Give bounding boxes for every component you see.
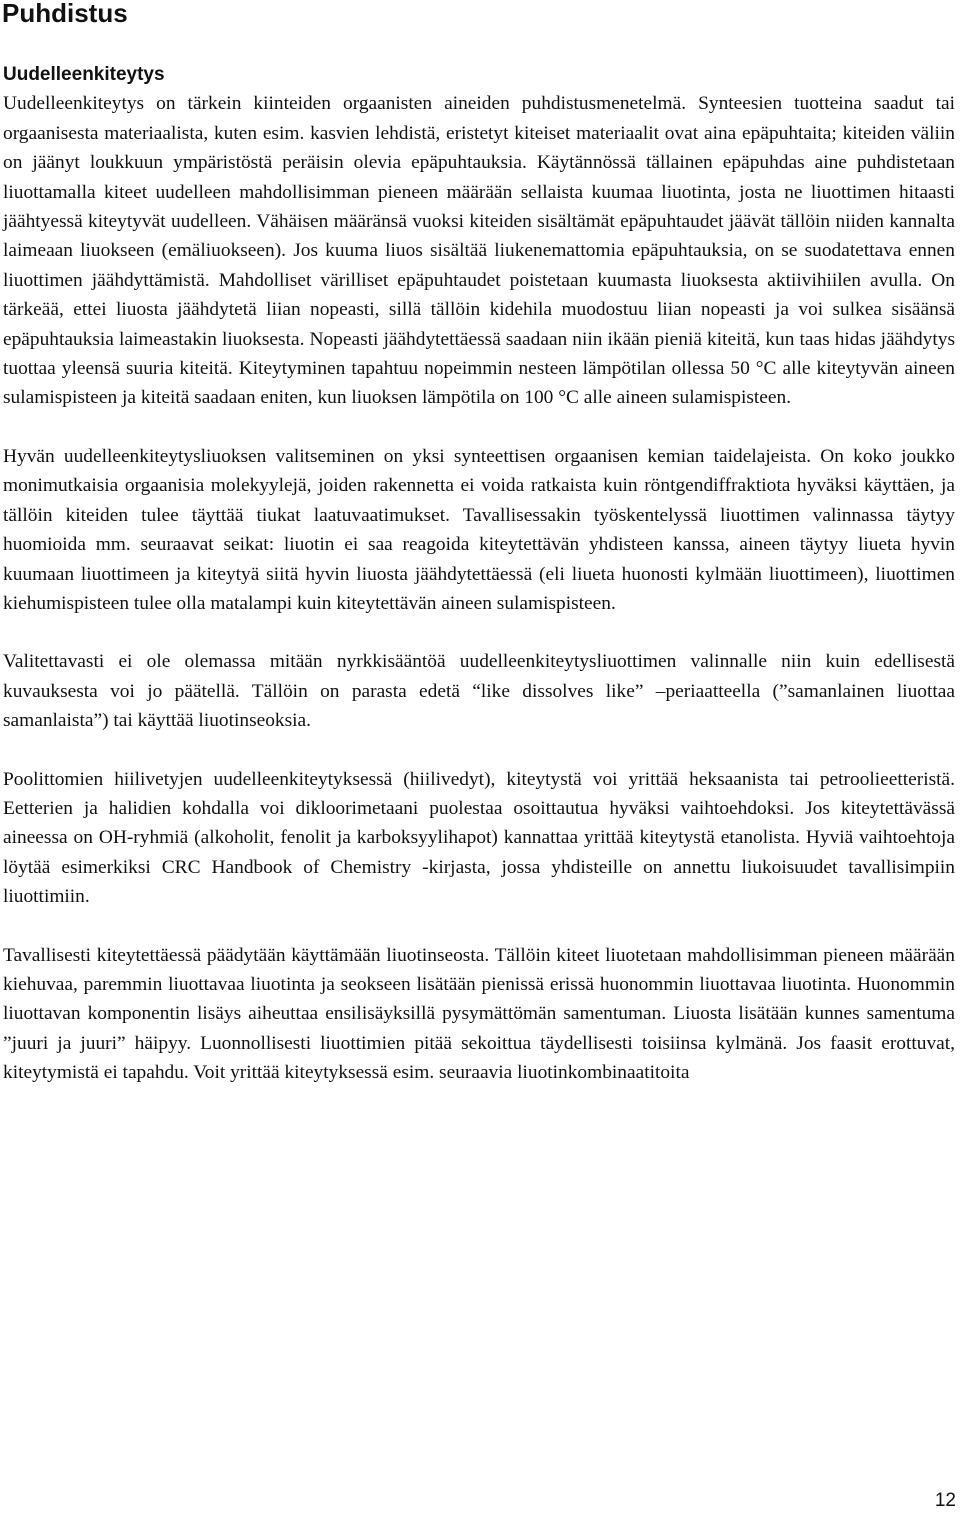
paragraph-no-rule-of-thumb: Valitettavasti ei ole olemassa mitään nyrkkisääntöä uudelleenkiteytysliuottimen valinnalle niin kuin edellisestä kuvauksesta voi jo päätellä. Tällöin on parasta edetä “like dissolves like” –periaatteella (”samanlainen liuottaa samanlaista”) tai käyttää liuotinseoksia.	[3, 651, 955, 732]
section-heading: Uudelleenkiteytys	[3, 64, 165, 85]
document-body	[3, 60, 955, 1088]
page-title: Puhdistus	[2, 0, 128, 28]
paragraph-recrystallization-intro: Uudelleenkiteytys on tärkein kiinteiden orgaanisten aineiden puhdistusmenetelmä. Synteesien tuotteina saadut tai orgaanisesta materiaalista, kuten esim. kasvien lehdistä, eristetyt kiteiset materiaalit ovat aina epäpuhtaita; kiteiden väliin on jäänyt loukkuun ympäristöstä peräisin olevia epäpuhtauksia. Käytännössä tällainen epäpuhdas aine puhdistetaan liuottamalla kiteet uudelleen mahdollisimman pieneen määrään sellaista kuumaa liuotinta, josta ne liuottimen hitaasti jäähtyessä kiteytyvät uudelleen. Vähäisen määränsä vuoksi kiteiden sisältämät epäpuhtaudet jäävät tällöin niiden kannalta laimeaan liuokseen (emäliuokseen). Jos kuuma liuos sisältää liukenemattomia epäpuhtauksia, on se suodatettava ennen liuottimen jäähdyttämistä. Mahdolliset värilliset epäpuhtaudet poistetaan kuumasta liuoksesta aktiivihiilen avulla. On tärkeää, ettei liuosta jäähdytetä liian nopeasti, sillä tällöin kidehila muodostuu liian nopeasti ja voi sulkea sisäänsä epäpuhtauksia laimeastakin liuoksesta. Nopeasti jäähdytettäessä saadaan niin ikään pieniä kiteitä, kun taas hidas jäähdytys tuottaa yleensä suuria kiteitä. Kiteytyminen tapahtuu nopeimmin nesteen lämpötilan ollessa 50 °C alle kiteytyvän aineen sulamispisteen ja kiteitä saadaan eniten, kun liuoksen lämpötila on 100 °C alle aineen sulamispisteen.	[3, 93, 955, 409]
paragraph-solvent-selection: Hyvän uudelleenkiteytysliuoksen valitseminen on yksi synteettisen orgaanisen kemian taidelajeista. On koko joukko monimutkaisia orgaanisia molekyylejä, joiden rakennetta ei voida ratkaista kuin röntgendiffraktiota hyväksi käyttäen, ja tällöin kiteiden tulee täyttää tiukat laatuvaatimukset. Tavallisessakin työskentelyssä liuottimen valinnassa täytyy huomioida mm. seuraavat seikat: liuotin ei saa reagoida kiteytettävän yhdisteen kanssa, aineen täytyy liueta hyvin kuumaan liuottimeen ja kiteytyä siitä hyvin liuosta jäähdytettäessä (eli liueta huonosti kylmään liuottimeen), liuottimen kiehumispisteen tulee olla matalampi kuin kiteytettävän aineen sulamispisteen.	[3, 445, 955, 614]
page-number: 12	[934, 1490, 956, 1511]
paragraph-solvent-mixtures: Tavallisesti kiteytettäessä päädytään käyttämään liuotinseosta. Tällöin kiteet liuotetaan mahdollisimman pieneen määrään kiehuvaa, paremmin liuottavaa liuotinta ja seokseen lisätään pienissä erissä huonommin liuottavaa liuotinta. Huonommin liuottavan komponentin lisäys aiheuttaa ensilisäyksillä pysymättömän samentuman. Liuosta lisätään kunnes samentuma ”juuri ja juuri” häipyy. Luonnollisesti liuottimien pitää sekoittua täydellisesti toisiinsa kylmänä. Jos faasit erottuvat, kiteytymistä ei tapahdu. Voit yrittää kiteytyksessä esim. seuraavia liuotinkombinaatitoita	[3, 944, 955, 1084]
paragraph-solvent-examples: Poolittomien hiilivetyjen uudelleenkiteytyksessä (hiilivedyt), kiteytystä voi yrittää heksaanista tai petroolieetteristä. Eetterien ja halidien kohdalla voi dikloorimetaani puolestaa osoittautua hyväksi vaihtoehdoksi. Jos kiteytettävässä aineessa on OH-ryhmiä (alkoholit, fenolit ja karboksyylihapot) kannattaa yrittää kiteytystä etanolista. Hyviä vaihtoehtoja löytää esimerkiksi CRC Handbook of Chemistry -kirjasta, jossa yhdisteille on annettu liukoisuudet tavallisimpiin liuottimiin.	[3, 768, 955, 908]
